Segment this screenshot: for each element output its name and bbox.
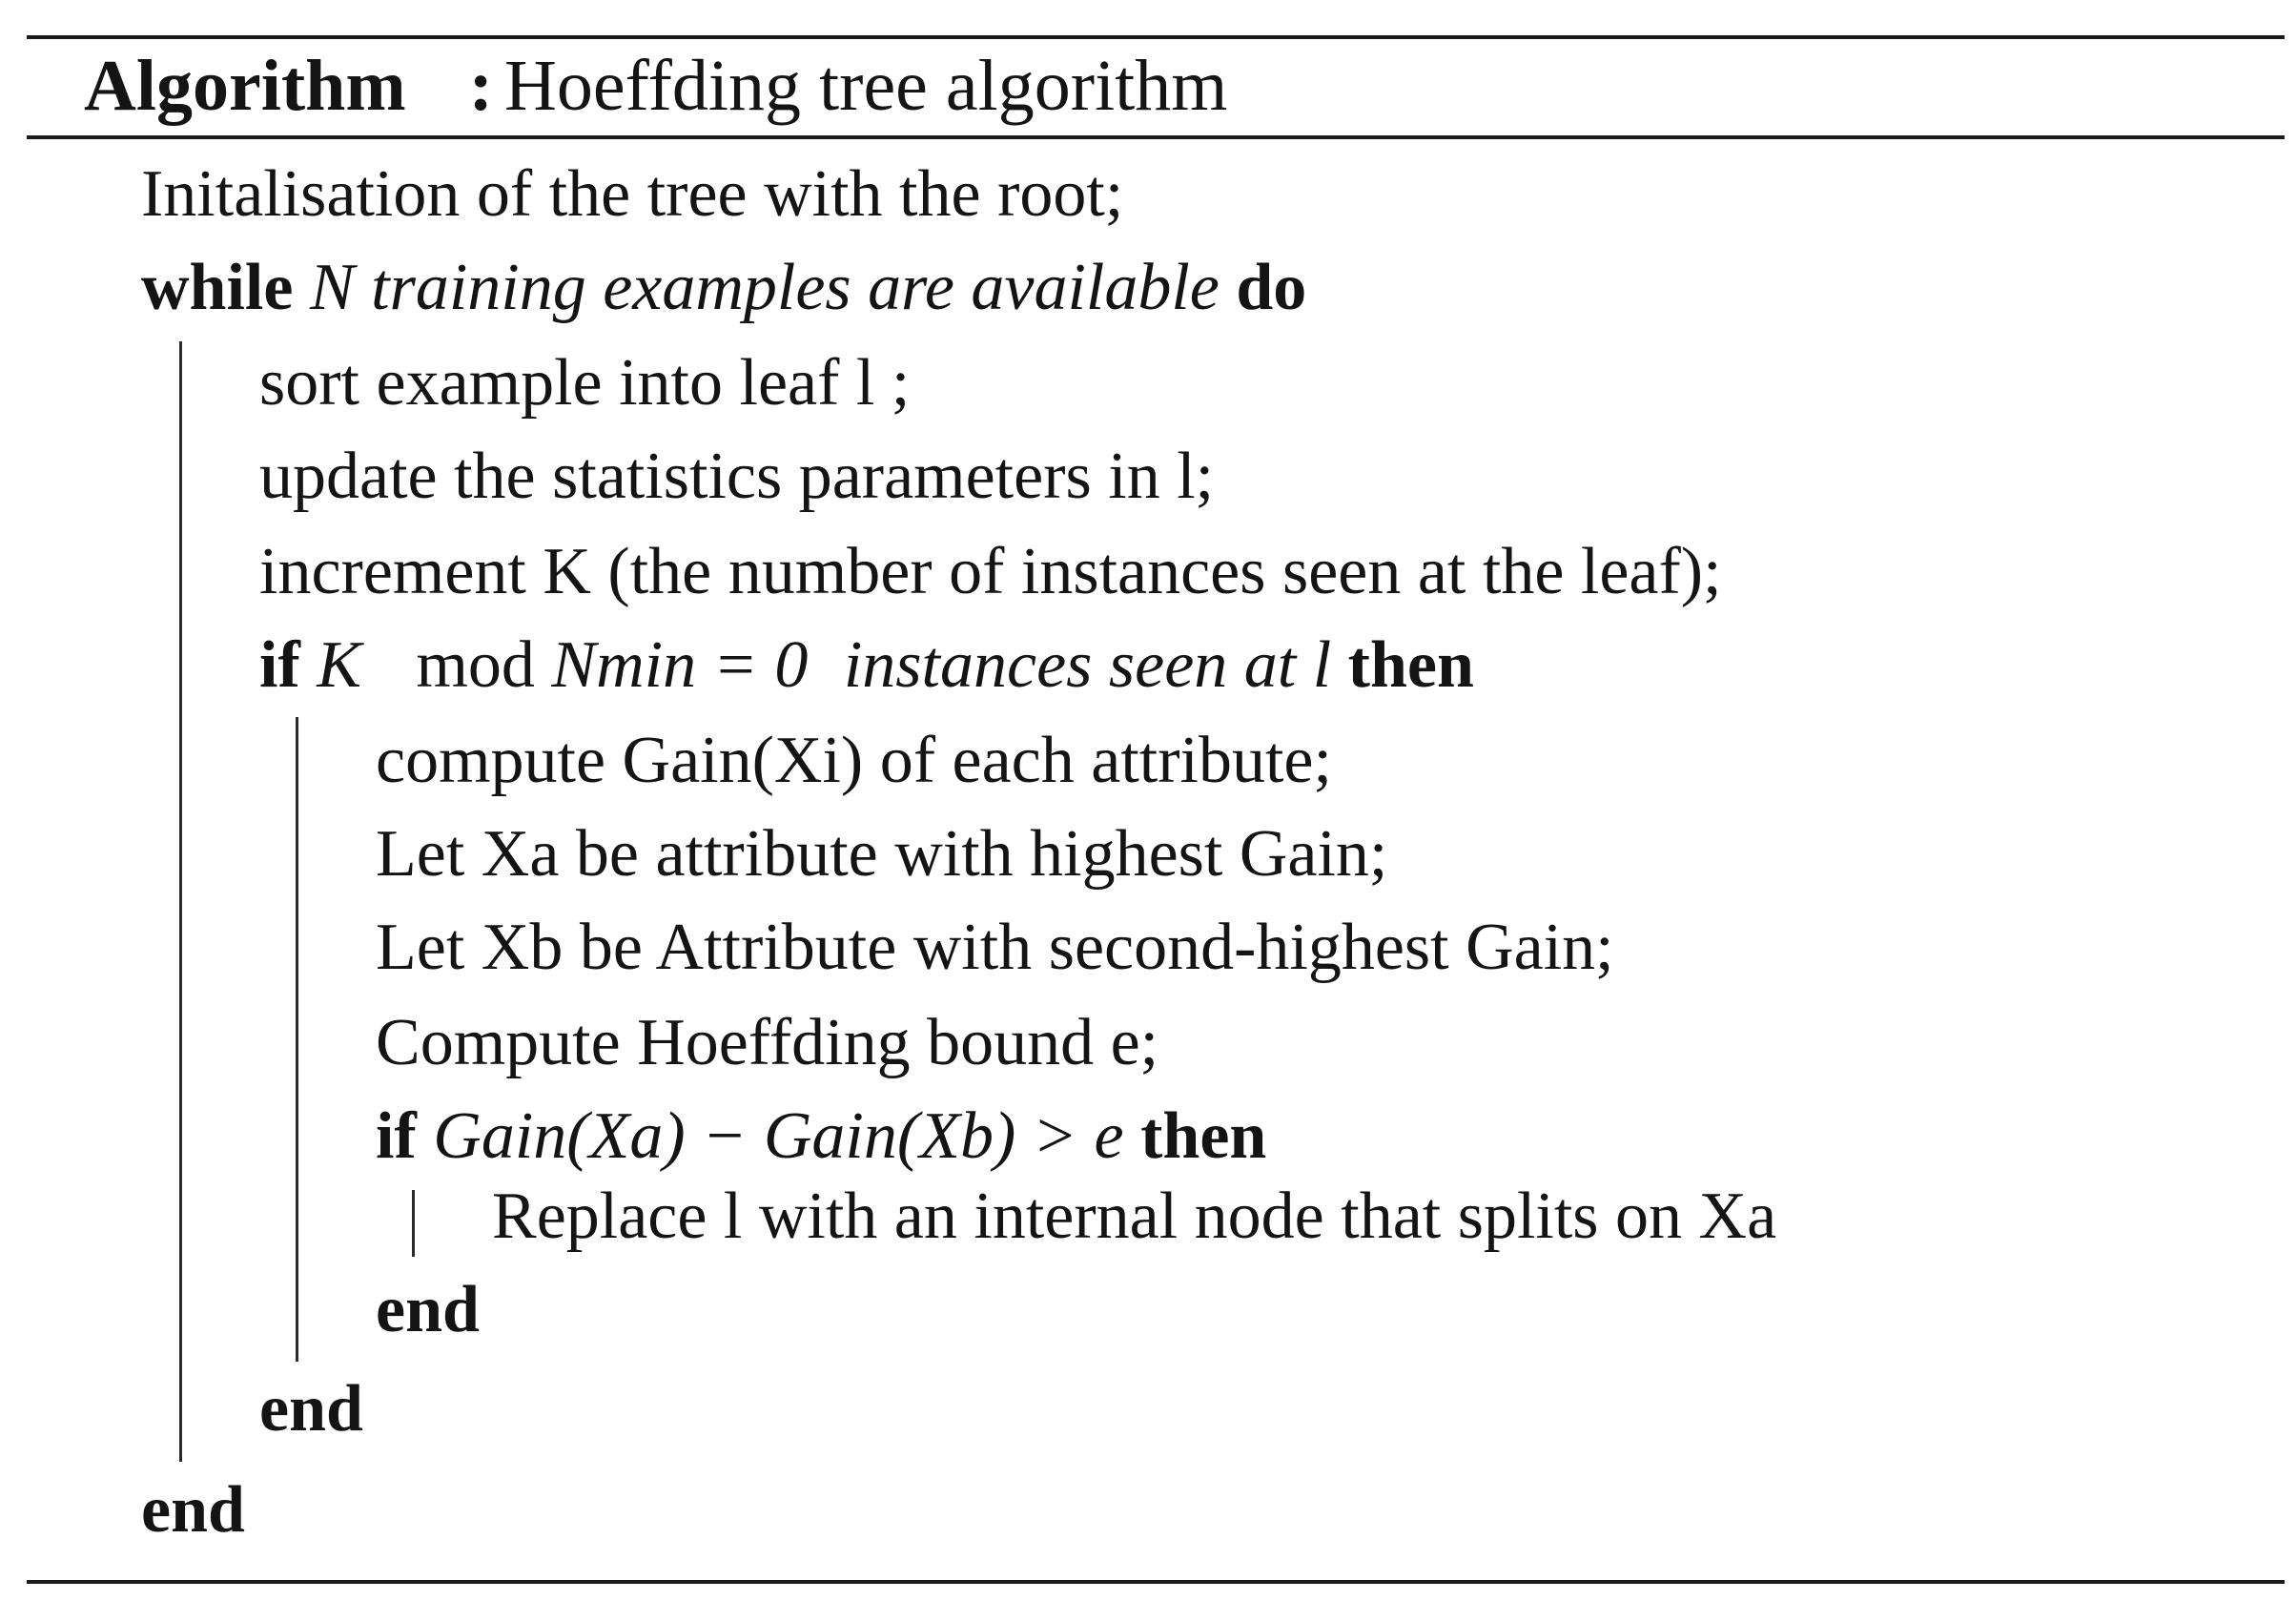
if1-rest: instances seen at l (843, 628, 1332, 702)
line-end-while (141, 1465, 245, 1556)
while-block-bar (179, 341, 182, 1462)
compute-bound-text: Compute Hoeffding bound e; (376, 1006, 1159, 1079)
line-replace (492, 1171, 1776, 1262)
compute-gain-text: compute Gain(Xi) of each attribute; (376, 724, 1332, 797)
sort-text: sort example into leaf l ; (259, 346, 911, 420)
if1-k: K (317, 628, 361, 702)
then2-keyword: then (1140, 1099, 1267, 1173)
init-text: Initalisation of the tree with the root; (141, 157, 1124, 231)
line-sort (259, 338, 910, 429)
then1-keyword: then (1347, 628, 1474, 702)
line-while (141, 242, 1306, 334)
line-increment (259, 526, 1722, 618)
line-end-if1 (259, 1364, 363, 1455)
end-while-keyword: end (141, 1473, 245, 1547)
algorithm-header (84, 34, 1227, 137)
if1-block-bar (296, 717, 298, 1362)
while-keyword: while (141, 251, 294, 324)
line-compute-bound (376, 997, 1158, 1089)
line-if1 (259, 620, 1474, 711)
while-condition: N training examples are available (309, 251, 1220, 324)
if2-block-bar (412, 1190, 415, 1257)
let-xb-text: Let Xb be Attribute with second-highest Gain; (376, 911, 1614, 984)
algorithm-colon: : (468, 46, 494, 126)
line-update (259, 431, 1214, 523)
line-end-if2 (376, 1264, 480, 1356)
if1-mod: mod (416, 628, 535, 702)
do-keyword: do (1236, 251, 1307, 324)
let-xa-text: Let Xa be attribute with highest Gain; (376, 817, 1388, 891)
line-let-xb (376, 902, 1614, 994)
line-compute-gain (376, 715, 1332, 807)
increment-text: increment K (the number of instances seen at the leaf); (259, 535, 1722, 608)
header-rule (27, 135, 2285, 139)
end-if1-keyword: end (259, 1372, 363, 1446)
algorithm-keyword: Algorithm (84, 46, 406, 126)
end-if2-keyword: end (376, 1273, 480, 1346)
line-init (141, 149, 1123, 240)
line-let-xa (376, 809, 1387, 900)
if2-keyword: if (376, 1099, 417, 1173)
if2-condition: Gain(Xa) − Gain(Xb) > e (433, 1099, 1124, 1173)
line-if2 (376, 1091, 1266, 1182)
replace-text: Replace l with an internal node that splits on Xa (492, 1180, 1777, 1253)
algorithm-title: Hoeffding tree algorithm (504, 46, 1228, 126)
bottom-rule (27, 1580, 2285, 1584)
if1-nmin: Nmin = 0 (551, 628, 809, 702)
update-text: update the statistics parameters in l; (259, 440, 1215, 513)
if1-keyword: if (259, 628, 300, 702)
